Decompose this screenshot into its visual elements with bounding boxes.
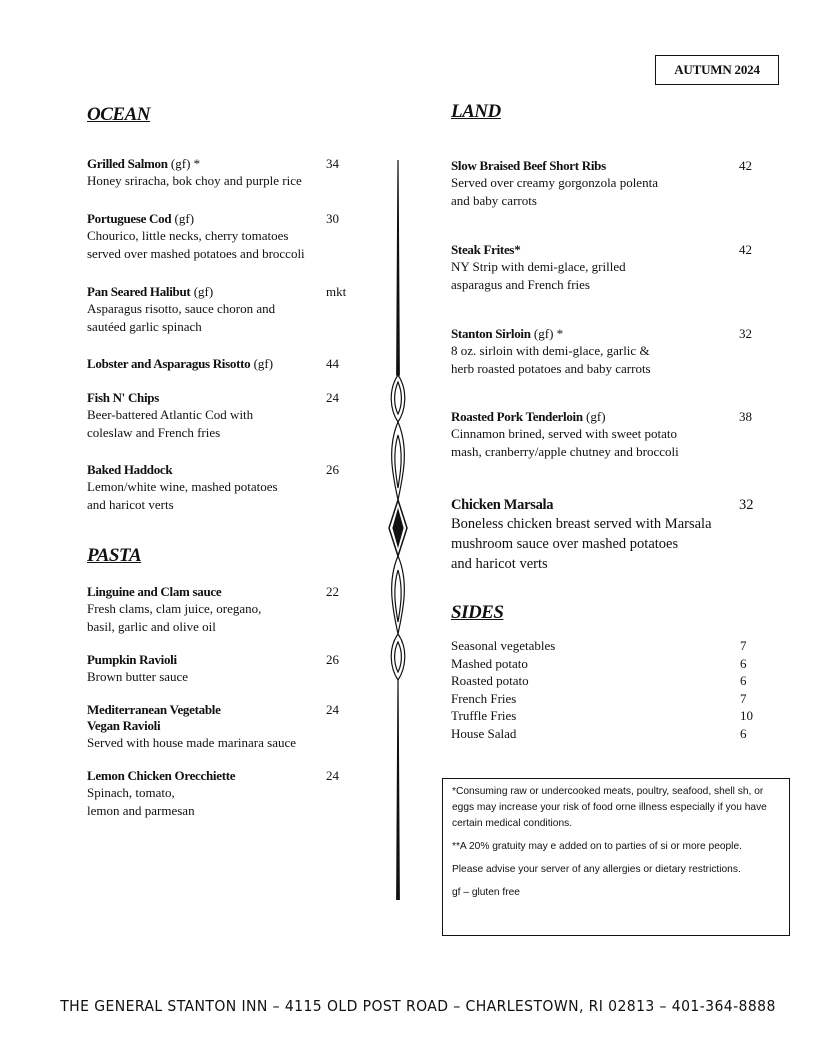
menu-item: [87, 462, 357, 514]
list-item: [451, 725, 761, 743]
menu-item: [87, 652, 357, 686]
item-description: Lemon/white wine, mashed potatoes and haricot verts: [87, 479, 278, 512]
sides-list: [451, 637, 761, 743]
item-description: Boneless chicken breast served with Marsala mushroom sauce over mashed potatoes and haricot verts: [451, 516, 712, 572]
section-title-ocean: OCEAN: [87, 104, 150, 125]
item-name: Baked Haddock: [87, 462, 173, 477]
side-price: 7: [740, 638, 747, 653]
item-tag: (gf): [190, 284, 214, 299]
section-title-pasta: PASTA: [87, 545, 142, 566]
menu-item: [87, 284, 357, 336]
side-name: French Fries: [451, 690, 517, 706]
section-title-sides: SIDES: [451, 602, 504, 623]
side-name: Seasonal vegetables: [451, 638, 556, 653]
item-price: 26: [326, 462, 339, 477]
menu-item: [87, 156, 357, 190]
footer-address: THE GENERAL STANTON INN – 4115 OLD POST ROAD – CHARLESTOWN, RI 02813 – 401-364-8888: [60, 998, 776, 1016]
item-name: Linguine and Clam sauce: [87, 584, 222, 599]
item-name: Pumpkin Ravioli: [87, 652, 177, 667]
list-item: [451, 672, 761, 690]
side-price: 10: [740, 708, 753, 724]
item-description: Cinnamon brined, served with sweet potato mash, cranberry/apple chutney and broccoli: [451, 426, 679, 459]
item-price: 22: [326, 584, 339, 599]
item-price: 42: [739, 242, 752, 257]
item-description: Beer-battered Atlantic Cod with coleslaw and French fries: [87, 407, 254, 440]
section-title-land: LAND: [451, 101, 501, 122]
side-name: Roasted potato: [451, 673, 529, 689]
item-name: Pan Seared Halibut: [87, 284, 191, 299]
side-price: 6: [740, 655, 747, 671]
item-name: Lemon Chicken Orecchiette: [87, 768, 236, 783]
item-description: Spinach, tomato, lemon and parmesan: [87, 785, 195, 818]
item-price: 32: [739, 326, 752, 341]
item-tag: (gf) *: [530, 326, 564, 341]
side-price: 6: [740, 725, 747, 741]
list-item: [451, 655, 761, 673]
menu-item: [451, 242, 761, 294]
gratuity-notice: **A 20% gratuity may e added on to parties of si or more people.: [452, 841, 742, 852]
menu-item: [451, 496, 761, 574]
season-label: AUTUMN 2024: [655, 55, 779, 85]
item-tag: (gf): [171, 211, 195, 226]
side-name: Truffle Fries: [451, 708, 517, 724]
side-price: 7: [740, 690, 747, 706]
item-tag: (gf) *: [167, 156, 201, 171]
item-price: 38: [739, 409, 752, 424]
raw-food-warning: *Consuming raw or undercooked meats, poultry, seafood, shell sh, or eggs may increase your risk of food orne illness especially if you have certain medical conditions.: [452, 786, 767, 829]
item-name-line2: Vegan Ravioli: [87, 718, 161, 733]
menu-item: [87, 390, 357, 442]
menu-item: [87, 702, 357, 752]
side-name: Mashed potato: [451, 655, 528, 671]
ornamental-divider: [380, 160, 416, 900]
item-name: Mediterranean Vegetable: [87, 702, 221, 717]
menu-item: [451, 409, 761, 461]
item-price: 44: [326, 356, 339, 371]
item-tag: (gf): [250, 356, 274, 371]
item-description: Fresh clams, clam juice, oregano, basil, garlic and olive oil: [87, 601, 262, 634]
menu-item: [87, 768, 357, 820]
item-description: Honey sriracha, bok choy and purple rice: [87, 173, 302, 188]
item-price: 26: [326, 652, 339, 667]
menu-item: [87, 584, 357, 636]
item-description: Asparagus risotto, sauce choron and sautéed garlic spinach: [87, 301, 276, 334]
item-description: Served over creamy gorgonzola polenta and baby carrots: [451, 175, 658, 208]
menu-item: [451, 158, 761, 210]
item-price: 42: [739, 158, 752, 173]
item-name: Stanton Sirloin: [451, 326, 531, 341]
item-price: 24: [326, 390, 339, 405]
item-price: 34: [326, 156, 339, 171]
item-price: 24: [326, 702, 339, 717]
dietary-notice-box: [442, 778, 790, 936]
menu-item: [87, 211, 357, 263]
item-description: Brown butter sauce: [87, 669, 189, 684]
list-item: [451, 690, 761, 708]
gluten-free-legend: gf – gluten free: [452, 887, 520, 898]
item-name: Grilled Salmon: [87, 156, 168, 171]
menu-item: [87, 356, 357, 372]
item-name: Steak Frites*: [451, 242, 521, 257]
item-description: Served with house made marinara sauce: [87, 735, 297, 750]
item-description: Chourico, little necks, cherry tomatoes served over mashed potatoes and broccoli: [87, 228, 305, 261]
item-description: NY Strip with demi-glace, grilled asparagus and French fries: [451, 259, 626, 292]
side-price: 6: [740, 673, 747, 689]
list-item: [451, 707, 761, 725]
item-name: Chicken Marsala: [451, 497, 554, 513]
item-name: Roasted Pork Tenderloin: [451, 409, 583, 424]
item-tag: (gf): [582, 409, 606, 424]
side-name: House Salad: [451, 725, 517, 741]
item-name: Portuguese Cod: [87, 211, 172, 226]
item-price: 24: [326, 768, 339, 783]
item-name: Fish N' Chips: [87, 390, 159, 405]
item-description: 8 oz. sirloin with demi-glace, garlic & herb roasted potatoes and baby carrots: [451, 343, 651, 376]
allergy-notice: Please advise your server of any allergies or dietary restrictions.: [452, 864, 741, 875]
item-price: 32: [739, 497, 754, 513]
list-item: [451, 637, 761, 655]
item-price: mkt: [326, 284, 347, 299]
item-name: Slow Braised Beef Short Ribs: [451, 158, 606, 173]
item-name: Lobster and Asparagus Risotto: [87, 356, 251, 371]
menu-item: [451, 326, 761, 378]
item-price: 30: [326, 211, 339, 226]
